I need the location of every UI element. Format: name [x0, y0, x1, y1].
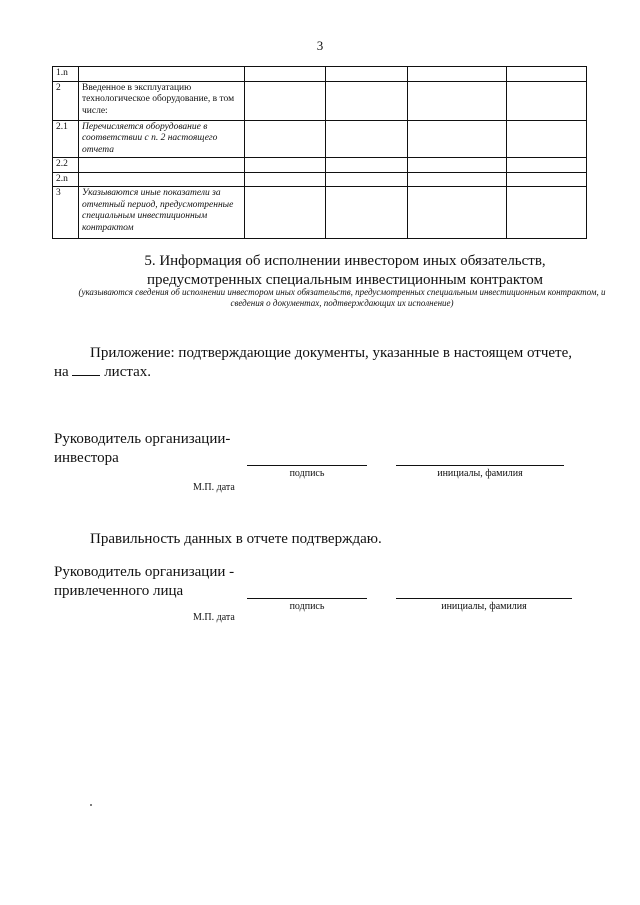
investor-title-line-1: Руководитель организации- — [54, 431, 231, 447]
row-number-cell: 2.1 — [53, 120, 79, 158]
empty-value-cell — [408, 81, 507, 120]
investor-title-line-2: инвестора — [54, 450, 119, 466]
attracted-title-line-1: Руководитель организации - — [54, 564, 235, 580]
table-row — [53, 158, 587, 173]
row-number-cell: 2 — [53, 81, 79, 120]
investor-signature-caption: подпись — [289, 468, 325, 479]
empty-value-cell — [245, 120, 326, 158]
empty-value-cell — [245, 158, 326, 173]
attracted-title-line-2: привлеченного лица — [54, 583, 184, 599]
attracted-signature-caption: подпись — [289, 601, 325, 612]
investor-head-title — [54, 430, 230, 468]
investor-signature-line — [247, 465, 367, 466]
section-5-title-line-1: 5. Информация об исполнении инвестором иных обязательств, — [144, 253, 546, 269]
confirmation-text: Правильность данных в отчете подтверждаю. — [90, 531, 382, 547]
scan-dot — [90, 804, 92, 806]
investor-stamp-date: М.П. дата — [193, 482, 235, 493]
row-number-cell: 3 — [53, 187, 79, 239]
empty-value-cell — [408, 187, 507, 239]
investor-name-caption: инициалы, фамилия — [437, 468, 523, 479]
empty-value-cell — [507, 158, 587, 173]
empty-value-cell — [507, 67, 587, 82]
row-description-cell — [79, 172, 245, 187]
attracted-head-title — [54, 563, 234, 601]
empty-value-cell — [507, 81, 587, 120]
empty-value-cell — [245, 172, 326, 187]
sheets-count-blank[interactable] — [72, 363, 100, 376]
empty-value-cell — [408, 172, 507, 187]
row-description-cell — [79, 67, 245, 82]
attracted-name-caption: инициалы, фамилия — [441, 601, 527, 612]
empty-value-cell — [326, 67, 408, 82]
empty-value-cell — [326, 158, 408, 173]
section-5-title-line-2: предусмотренных специальным инвестиционным контрактом — [146, 272, 544, 288]
row-description-cell: Перечисляется оборудование в соответствии с п. 2 настоящего отчета — [79, 120, 245, 158]
attracted-name-line — [396, 598, 572, 599]
table-row — [53, 81, 587, 120]
empty-value-cell — [326, 120, 408, 158]
section-5-title — [90, 252, 600, 290]
empty-value-cell — [507, 187, 587, 239]
empty-value-cell — [408, 120, 507, 158]
table-body — [53, 67, 587, 239]
appendix-line-2 — [54, 363, 594, 382]
table-row — [53, 187, 587, 239]
row-description-cell — [79, 158, 245, 173]
table-row — [53, 172, 587, 187]
empty-value-cell — [326, 172, 408, 187]
empty-value-cell — [245, 187, 326, 239]
section-5-note: (указываются сведения об исполнении инвестором иных обязательств, предусмотренных специальным инвестиционным контрактом, и сведения о документах, подтверждающих их исполнение) — [78, 287, 606, 308]
empty-value-cell — [326, 81, 408, 120]
empty-value-cell — [507, 120, 587, 158]
row-description-cell: Введенное в эксплуатацию технологическое оборудование, в том числе: — [79, 81, 245, 120]
row-number-cell: 1.n — [53, 67, 79, 82]
row-description-cell: Указываются иные показатели за отчетный период, предусмотренные специальным инвестиционным контрактом — [79, 187, 245, 239]
report-table — [52, 66, 587, 239]
empty-value-cell — [408, 158, 507, 173]
empty-value-cell — [326, 187, 408, 239]
empty-value-cell — [408, 67, 507, 82]
appendix-line-1: Приложение: подтверждающие документы, указанные в настоящем отчете, — [90, 345, 572, 361]
appendix-paragraph — [54, 344, 594, 382]
appendix-prefix: на — [54, 364, 69, 380]
page-number: 3 — [316, 38, 324, 53]
investor-name-line — [396, 465, 564, 466]
empty-value-cell — [245, 81, 326, 120]
table-row — [53, 120, 587, 158]
attracted-stamp-date: М.П. дата — [193, 612, 235, 623]
row-number-cell: 2.n — [53, 172, 79, 187]
row-number-cell: 2.2 — [53, 158, 79, 173]
empty-value-cell — [245, 67, 326, 82]
empty-value-cell — [507, 172, 587, 187]
appendix-suffix: листах. — [104, 364, 152, 380]
attracted-signature-line — [247, 598, 367, 599]
table-row — [53, 67, 587, 82]
